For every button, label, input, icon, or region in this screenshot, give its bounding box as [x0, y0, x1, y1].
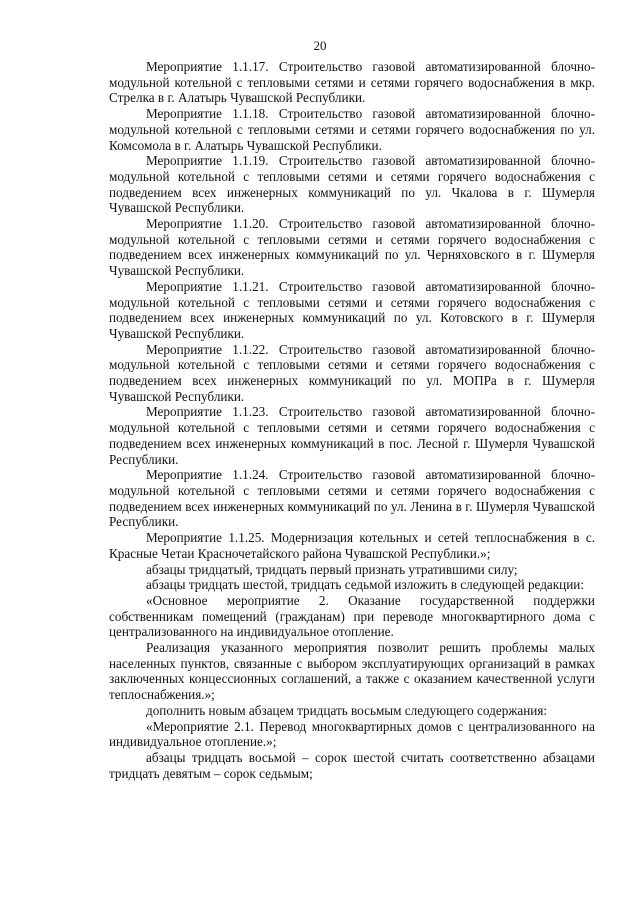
paragraph-repeal-clauses: абзацы тридцатый, тридцать первый признать утратившими силу; [146, 561, 518, 577]
paragraph-measure-1-1-18: Мероприятие 1.1.18. Строительство газовой автоматизированной блочно-модульной котельной с тепловыми сетями и сетями горячего водоснабжения по ул. Комсомола в г. Алатырь Чувашской Республики. [109, 106, 595, 153]
paragraph-renumber-clauses: абзацы тридцать восьмой – сорок шестой считать соответственно абзацами тридцать девятым – сорок седьмым; [109, 749, 595, 781]
paragraph-measure-1-1-21: Мероприятие 1.1.21. Строительство газовой автоматизированной блочно-модульной котельной с тепловыми сетями и сетями горячего водоснабжения с подведением всех инженерных коммуникаций по ул. Котовского в г. Шумерля Чувашской Республики. [109, 278, 595, 341]
paragraph-measure-2-1: «Мероприятие 2.1. Перевод многоквартирных домов с централизованного на индивидуальное отопление.»; [109, 718, 595, 750]
paragraph-add-clause: дополнить новым абзацем тридцать восьмым следующего содержания: [146, 702, 548, 718]
paragraph-main-measure-2: «Основное мероприятие 2. Оказание государственной поддержки собственникам помещений (гражданам) при переводе многоквартирного дома с централизованного на индивидуальное отопление. [109, 592, 595, 640]
paragraph-implementation: Реализация указанного мероприятия позволит решить проблемы малых населенных пунктов, связанные с выбором эксплуатирующих организаций в рамках заключенных концессионных соглашений, а также с оказанием качественной услуги теплоснабжения.»; [109, 640, 595, 703]
paragraph-measure-1-1-19: Мероприятие 1.1.19. Строительство газовой автоматизированной блочно-модульной котельной с тепловыми сетями и сетями горячего водоснабжения с подведением всех инженерных коммуникаций по ул. Чкалова в г. Шумерля Чувашской Республики. [109, 153, 595, 216]
paragraph-measure-1-1-25: Мероприятие 1.1.25. Модернизация котельных и сетей теплоснабжения в с. Красные Четаи Красночетайского района Чувашской Республики.»; [109, 530, 595, 561]
page-number: 20 [313, 38, 327, 53]
paragraph-restate-clauses: абзацы тридцать шестой, тридцать седьмой изложить в следующей редакции: [146, 577, 585, 593]
paragraph-measure-1-1-20: Мероприятие 1.1.20. Строительство газовой автоматизированной блочно-модульной котельной с тепловыми сетями и сетями горячего водоснабжения с подведением всех инженерных коммуникаций по ул. Черняховского в г. Шумерля Чувашской Республики. [109, 216, 595, 279]
paragraph-measure-1-1-17: Мероприятие 1.1.17. Строительство газовой автоматизированной блочно-модульной котельной с тепловыми сетями и сетями горячего водоснабжения в мкр. Стрелка в г. Алатырь Чувашской Республики. [109, 59, 595, 106]
document-body [109, 59, 595, 781]
paragraph-measure-1-1-23: Мероприятие 1.1.23. Строительство газовой автоматизированной блочно-модульной котельной с тепловыми сетями и сетями горячего водоснабжения с подведением всех инженерных коммуникаций в пос. Лесной г. Шумерля Чувашской Республики. [109, 404, 595, 467]
paragraph-measure-1-1-22: Мероприятие 1.1.22. Строительство газовой автоматизированной блочно-модульной котельной с тепловыми сетями и сетями горячего водоснабжения с подведением всех инженерных коммуникаций по ул. МОПРа в г. Шумерля Чувашской Республики. [109, 341, 595, 404]
paragraph-measure-1-1-24: Мероприятие 1.1.24. Строительство газовой автоматизированной блочно-модульной котельной с тепловыми сетями и сетями горячего водоснабжения с подведением всех инженерных коммуникаций по ул. Ленина в г. Шумерля Чувашской Республики. [109, 467, 595, 530]
